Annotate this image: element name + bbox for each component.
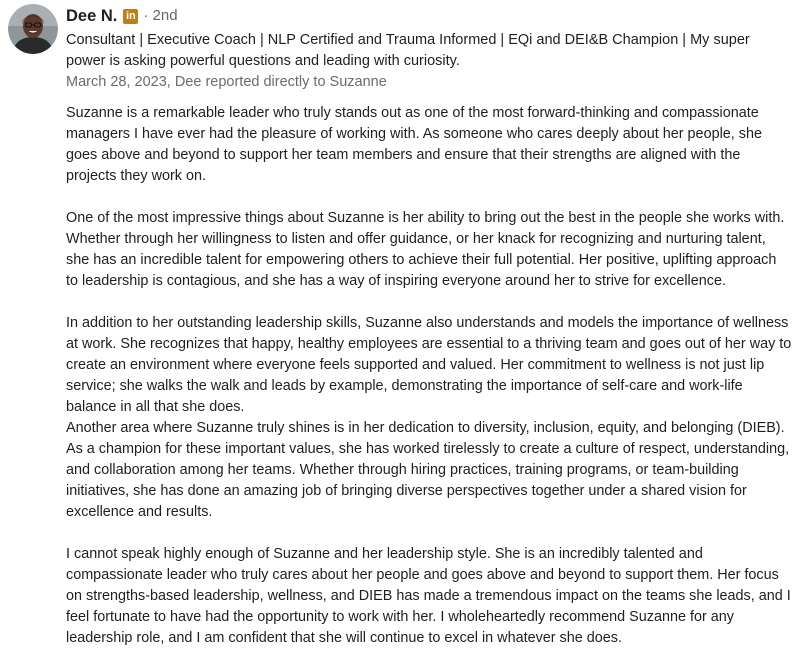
avatar[interactable] — [8, 4, 58, 54]
paragraph-2: One of the most impressive things about Suzanne is her ability to bring out the best in the people she works with. Whether through her willingness to listen and offer guidance, or her knack for recognizing and nurturing talent, she has an incredible talent for empowering others to achieve their full potential. Her positive, uplifting approach to leadership is contagious, and she has a way of inspiring everyone around her to strive for excellence. — [66, 210, 785, 289]
paragraph-1: Suzanne is a remarkable leader who truly stands out as one of the most forward-thinking and compassionate managers I have ever had the pleasure of working with. As someone who cares deeply about her people, she goes above and beyond to support her team members and ensure that their strengths are aligned with the projects they work on. — [66, 105, 762, 184]
recommender-name[interactable]: Dee N. — [66, 7, 118, 25]
recommendation-content — [66, 4, 792, 649]
recommendation-body — [66, 103, 792, 649]
paragraph-5: I cannot speak highly enough of Suzanne and her leadership style. She is an incredibly talented and compassionate leader who truly cares about her people and goes above and beyond to support them. Her focus on strengths-based leadership, wellness, and DIEB has made a tremendous impact on the teams she leads, and I feel fortunate to have had the opportunity to work with her. I wholeheartedly recommend Suzanne for any leadership role, and I am confident that she will continue to excel in whatever she does. — [66, 546, 791, 646]
linkedin-icon — [123, 9, 138, 24]
recommendation-meta: March 28, 2023, Dee reported directly to Suzanne — [66, 74, 387, 90]
linkedin-badge-label: in — [125, 9, 136, 22]
connection-degree: · 2nd — [143, 7, 178, 24]
profile-photo-icon — [8, 4, 58, 54]
paragraph-4: Another area where Suzanne truly shines is in her dedication to diversity, inclusion, equity, and belonging (DIEB). As a champion for these important values, she has worked tirelessly to create a culture of respect, understanding, and collaboration among her teams. Whether through hiring practices, training programs, or team-building initiatives, she has done an amazing job of bringing diverse perspectives together under a shared vision for excellence and results. — [66, 420, 790, 520]
recommender-headline: Consultant | Executive Coach | NLP Certified and Trauma Informed | EQi and DEI&B Champion | My super power is asking powerful questions and leading with curiosity. — [66, 32, 750, 69]
name-row — [66, 4, 792, 28]
paragraph-3: In addition to her outstanding leadership skills, Suzanne also understands and models the importance of wellness at work. She recognizes that happy, healthy employees are essential to a thriving team and goes out of her way to create an environment where everyone feels supported and valued. Her commitment to wellness is not just lip service; she walks the walk and leads by example, demonstrating the importance of self-care and work-life balance in all that she does. — [66, 315, 792, 415]
